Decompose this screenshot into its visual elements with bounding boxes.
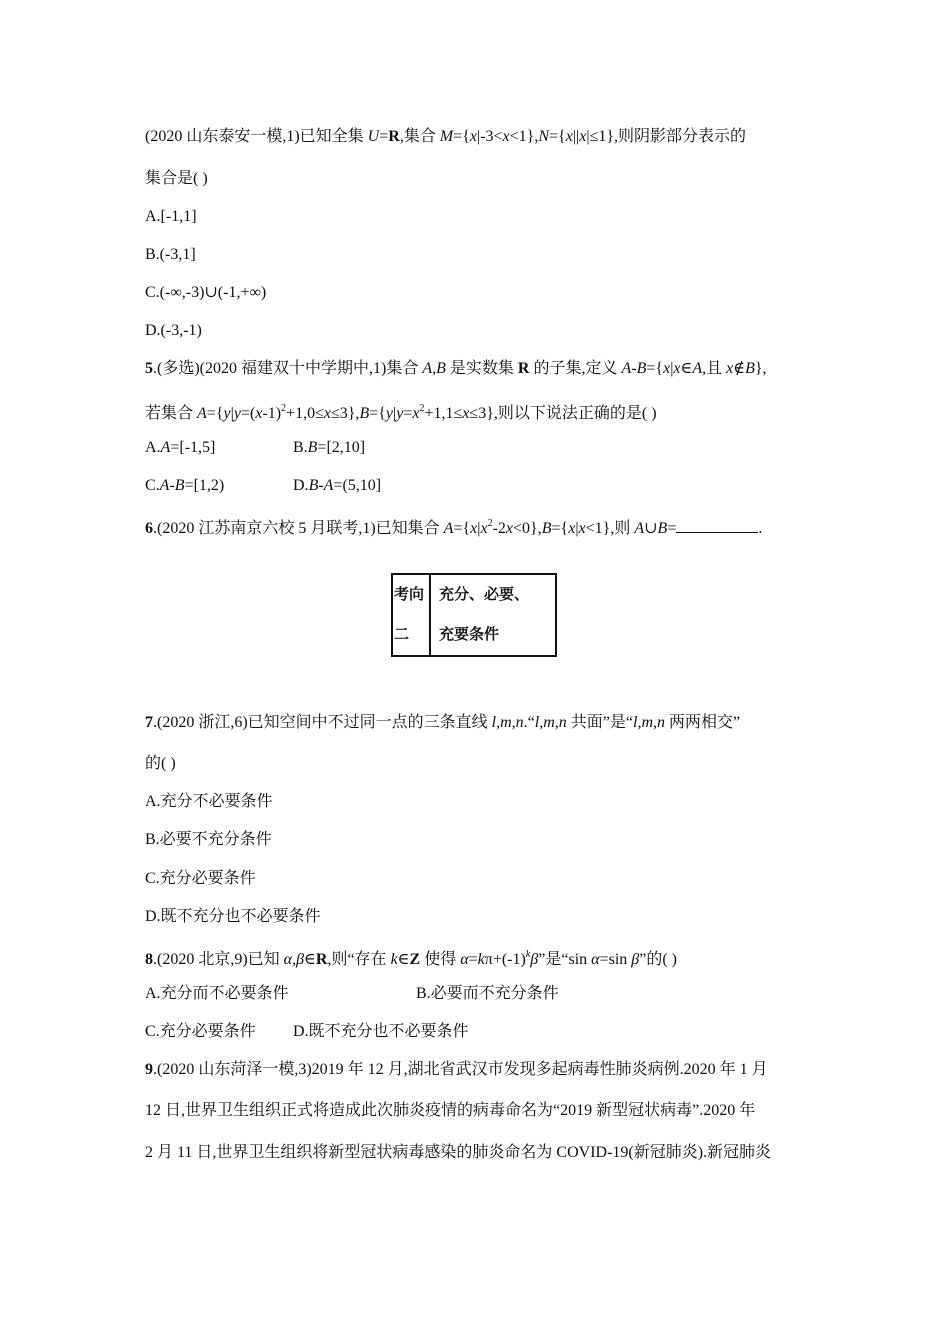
q5-stem-line1: 5.(多选)(2020 福建双十中学期中,1)集合 A,B 是实数集 R 的子集,定义 A-B={x|x∈A,且 x∉B},: [145, 360, 767, 377]
q7-stem-line1: 7.(2020 浙江,6)已知空间中不过同一点的三条直线 l,m,n.“l,m,n 共面”是“l,m,n 两两相交”: [145, 714, 741, 731]
q4-stem-line2: 集合是( ): [145, 170, 208, 187]
answer-blank[interactable]: [676, 518, 758, 533]
q8-option-c: C.充分必要条件: [145, 1023, 256, 1040]
q4-option-b: B.(-3,1]: [145, 246, 196, 263]
q8-stem: 8.(2020 北京,9)已知 α,β∈R,则“存在 k∈Z 使得 $\alpha=k\pi+(-1)^k\beta$”是“sin α=sin β”的( ): [145, 949, 677, 968]
q5-number: 5: [145, 360, 153, 377]
q7-option-b: B.必要不充分条件: [145, 831, 272, 848]
q4-stem-line1: (2020 山东泰安一模,1)已知全集 U=R,集合 M={x|-3<x<1},N={x||x|≤1},则阴影部分表示的: [145, 128, 747, 145]
q4-option-d: D.(-3,-1): [145, 322, 202, 339]
box-title-bottom: 充要条件: [439, 625, 500, 643]
box-label-bottom: 二: [394, 625, 410, 643]
q9-stem-line2: 12 日,世界卫生组织正式将造成此次肺炎疫情的病毒命名为“2019 新型冠状病毒”.2020 年: [145, 1102, 756, 1119]
q6-number: 6: [145, 520, 153, 537]
q5-option-a: A.A=[-1,5]: [145, 439, 216, 456]
q6-stem: 6.(2020 江苏南京六校 5 月联考,1)已知集合 $A=\{x|x^2-2x<0\},B=\{x|x<1\}$,则 A∪B= .: [145, 518, 763, 537]
q5-stem-line2: 若集合 $A=\{y|y=(x-1)^2+1,0\le x\le 3\},B=\{y|y=x^2+1,1\le x\le 3\}$,则以下说法正确的是( ): [145, 403, 657, 422]
q7-stem-line2: 的( ): [145, 755, 176, 772]
box-title-top: 充分、必要、: [439, 585, 530, 603]
q8-option-a: A.充分而不必要条件: [145, 985, 289, 1002]
q4-option-a: A.[-1,1]: [145, 208, 197, 225]
q9-stem-line3: 2 月 11 日,世界卫生组织将新型冠状病毒感染的肺炎命名为 COVID-19(新冠肺炎).新冠肺炎: [145, 1144, 772, 1161]
section-heading-box: [391, 573, 557, 657]
q5-option-d: D.B-A=(5,10]: [293, 477, 382, 494]
q5-option-c: C.A-B=[1,2): [145, 477, 225, 494]
q5-option-b: B.B=[2,10]: [293, 439, 366, 456]
q9-stem-line1: 9.(2020 山东菏泽一模,3)2019 年 12 月,湖北省武汉市发现多起病毒性肺炎病例.2020 年 1 月: [145, 1061, 768, 1078]
box-divider: [429, 575, 431, 655]
q4-option-c: C.(-∞,-3)∪(-1,+∞): [145, 284, 267, 301]
q7-number: 7: [145, 714, 153, 731]
q9-number: 9: [145, 1061, 153, 1078]
q8-option-b: B.必要而不充分条件: [416, 985, 559, 1002]
q8-option-d: D.既不充分也不必要条件: [293, 1023, 469, 1040]
q7-option-d: D.既不充分也不必要条件: [145, 908, 321, 925]
q7-option-c: C.充分必要条件: [145, 870, 256, 887]
box-label-top: 考向: [394, 585, 425, 603]
q7-option-a: A.充分不必要条件: [145, 793, 273, 810]
q8-number: 8: [145, 951, 153, 968]
